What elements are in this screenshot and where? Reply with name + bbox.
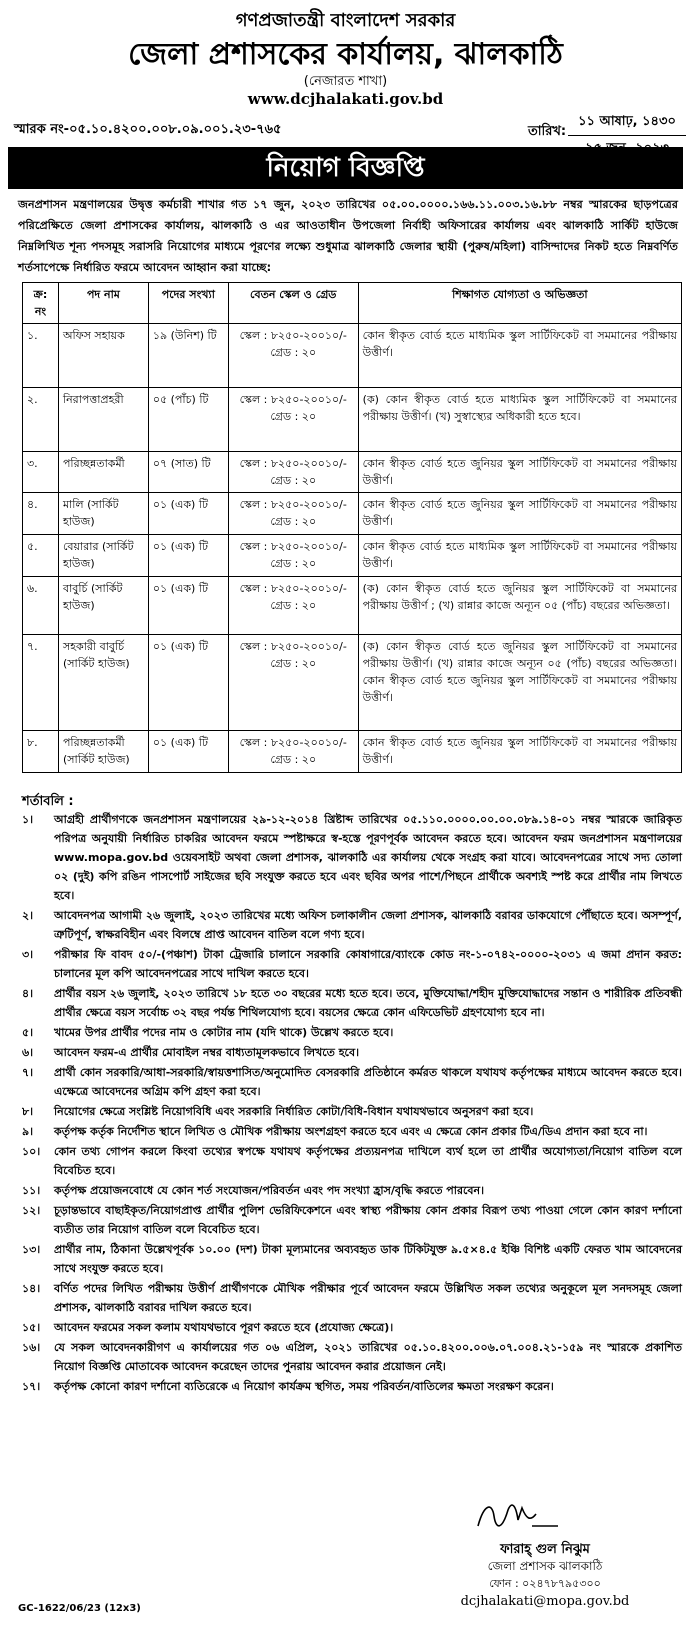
cell-qualification: কোন স্বীকৃত বোর্ড হতে মাধ্যমিক স্কুল সার্টিফিকেট বা সমমানের পরীক্ষায় উত্তীর্ণ।: [358, 535, 681, 577]
cell-post-name: বাবুর্চি (সার্কিট হাউজ): [58, 577, 148, 635]
header-post-count: পদের সংখ্যা: [148, 283, 228, 324]
conditions-title: শর্তাবলি :: [22, 794, 74, 809]
cell-serial: ৬.: [23, 577, 59, 635]
list-item: [22, 906, 682, 944]
table-row: [23, 324, 682, 388]
header-pay-scale: বেতন স্কেল ও গ্রেড: [228, 283, 358, 324]
signatory-phone: ফোন : ০২৪৭৮৭৯৫৩০০: [489, 1577, 601, 1590]
table-row: [23, 493, 682, 535]
condition-number: ১৫।: [22, 1321, 41, 1334]
list-item: [22, 1338, 682, 1376]
list-item: [22, 1102, 682, 1121]
condition-number: ৪।: [22, 987, 34, 1000]
condition-text: প্রার্থীর নাম, ঠিকানা উল্লেখপূর্বক ১০.০০ (দশ) টাকা মূল্যমানের অব্যবহৃত ডাক টিকিটযুক্ত ৯.৫×৪.৫ ইঞ্চি বিশিষ্ট একটি ফেরত খাম আবেদনের সাথে সংযুক্ত করতে হবে।: [54, 1243, 682, 1275]
condition-number: ৫।: [22, 1026, 34, 1039]
condition-text: চূড়ান্তভাবে বাছাইকৃত/নিয়োগপ্রাপ্ত প্রার্থীর পুলিশ ভেরিফিকেশনে এবং স্বাস্থ্য পরীক্ষায় কোন প্রকার বিরূপ তথ্য পাওয়া গেলে কোন কারণ দর্শানো ব্যতীত তার নিয়োগ বাতিল বলে বিবেচিত হবে।: [54, 1204, 682, 1236]
list-item: [22, 1240, 682, 1278]
condition-text: যে সকল আবেদনকারীগণ এ কার্যালয়ের গত ০৬ এপ্রিল, ২০২১ তারিখের ০৫.১০.৪২০০.০০৬.০৭.০০৪.২১-১৫৯ নং স্মারকে প্রকাশিত নিয়োগ বিজ্ঞপ্তি মোতাবেক আবেদন করেছেন তাদের পুনরায় আবেদন করার প্রয়োজন নেই।: [54, 1341, 682, 1373]
cell-post-count: ০১ (এক) টি: [148, 493, 228, 535]
signatory-name: ফারাহ্ গুল নিঝুম: [500, 1542, 590, 1557]
government-title: গণপ্রজাতন্ত্রী বাংলাদেশ সরকার: [235, 10, 456, 31]
cell-post-name: সহকারী বাবুর্চি (সার্কিট হাউজ): [58, 635, 148, 731]
condition-number: ২।: [22, 909, 34, 922]
list-item: [22, 1181, 682, 1200]
cell-pay-scale: স্কেল : ৮২৫০-২০০১০/- গ্রেড : ২০: [228, 731, 358, 773]
cell-serial: ২.: [23, 388, 59, 452]
cell-pay-scale: স্কেল : ৮২৫০-২০০১০/- গ্রেড : ২০: [228, 493, 358, 535]
list-item: [22, 1201, 682, 1239]
condition-text: কর্তৃপক্ষ প্রয়োজনবোধে যে কোন শর্ত সংযোজন/পরিবর্তন এবং পদ সংখ্যা হ্রাস/বৃদ্ধি করতে পারবেন।: [54, 1184, 485, 1197]
office-title: জেলা প্রশাসকের কার্যালয়, ঝালকাঠি: [128, 37, 563, 72]
cell-post-count: ০১ (এক) টি: [148, 731, 228, 773]
condition-number: ১০।: [22, 1145, 41, 1158]
cell-pay-scale: স্কেল : ৮২৫০-২০০১০/- গ্রেড : ২০: [228, 388, 358, 452]
footer-code: GC-1622/06/23 (12x3): [18, 1603, 141, 1614]
condition-number: ১৬।: [22, 1341, 41, 1354]
cell-serial: ৪.: [23, 493, 59, 535]
cell-qualification: (ক) কোন স্বীকৃত বোর্ড হতে জুনিয়র স্কুল সার্টিফিকেট বা সমমানের পরীক্ষায় উত্তীর্ণ ; (খ) রান্নার কাজে অন্যূন ০৫ (পাঁচ) বছরের অভিজ্ঞতা।: [358, 577, 681, 635]
list-item: [22, 1063, 682, 1101]
cell-post-name: মালি (সার্কিট হাউজ): [58, 493, 148, 535]
condition-text: আবেদন ফরম-এ প্রার্থীর মোবাইল নম্বর বাধ্যতামূলকভাবে লিখতে হবে।: [54, 1046, 360, 1059]
cell-post-count: ০৭ (সাত) টি: [148, 452, 228, 493]
condition-text: আবেদন ফরমের সকল কলাম যথাযথভাবে পূরণ করতে হবে (প্রযোজ্য ক্ষেত্রে)।: [54, 1321, 394, 1334]
cell-serial: ১.: [23, 324, 59, 388]
cell-pay-scale: স্কেল : ৮২৫০-২০০১০/- গ্রেড : ২০: [228, 577, 358, 635]
condition-number: ১।: [22, 813, 34, 826]
condition-number: ১৪।: [22, 1282, 41, 1295]
condition-number: ১৭।: [22, 1380, 41, 1393]
header-qualification: শিক্ষাগত যোগ্যতা ও অভিজ্ঞতা: [358, 283, 681, 324]
cell-serial: ৫.: [23, 535, 59, 577]
cell-post-name: পরিচ্ছন্নতাকর্মী: [58, 452, 148, 493]
cell-post-count: ০১ (এক) টি: [148, 535, 228, 577]
condition-text: আবেদনপত্র আগামী ২৬ জুলাই, ২০২৩ তারিখের মধ্যে অফিস চলাকালীন জেলা প্রশাসক, ঝালকাঠি বরাবর ডাকযোগে পৌঁছাতে হবে। অসম্পূর্ণ, ত্রুটিপূর্ণ, স্বাক্ষরবিহীন এবং বিলম্বে প্রাপ্ত আবেদন বাতিল বলে গণ্য হবে।: [54, 909, 682, 941]
cell-pay-scale: স্কেল : ৮২৫০-২০০১০/- গ্রেড : ২০: [228, 635, 358, 731]
cell-post-count: ১৯ (উনিশ) টি: [148, 324, 228, 388]
cell-qualification: (ক) কোন স্বীকৃত বোর্ড হতে জুনিয়র স্কুল সার্টিফিকেট বা সমমানের পরীক্ষায় উত্তীর্ণ। (খ) রান্নার কাজে অন্যূন ০৫ (পাঁচ) বছরের অভিজ্ঞতা। কোন স্বীকৃত বোর্ড হতে জুনিয়র স্কুল সার্টিফিকেট বা সমমানের পরীক্ষায় উত্তীর্ণ।: [358, 635, 681, 731]
condition-text: পরীক্ষার ফি বাবদ ৫০/-(পঞ্চাশ) টাকা ট্রেজারি চালানে সরকারি কোষাগারে/ব্যাংকে কোড নং-১-০৭৪২-০০০০-২০৩১ এ জমা প্রদান করত: চালানের মূল কপি আবেদনপত্রের সাথে দাখিল করতে হবে।: [54, 948, 682, 980]
condition-number: ১২।: [22, 1204, 41, 1217]
list-item: [22, 1043, 682, 1062]
list-item: [22, 1279, 682, 1317]
condition-number: ৮।: [22, 1105, 34, 1118]
branch-name: (নেজারত শাখা): [303, 74, 388, 89]
cell-post-count: ০১ (এক) টি: [148, 577, 228, 635]
condition-number: ৭।: [22, 1066, 34, 1079]
cell-pay-scale: স্কেল : ৮২৫০-২০০১০/- গ্রেড : ২০: [228, 324, 358, 388]
condition-text: কর্তৃপক্ষ কোনো কারণ দর্শানো ব্যতিরেকে এ নিয়োগ কার্যক্রম স্থগিত, সময় পরিবর্তন/বাতিলের ক্ষমতা সংরক্ষণ করেন।: [54, 1380, 554, 1393]
header-serial: ক্র: নং: [23, 283, 59, 324]
condition-text: কোন তথ্য গোপন করলে কিংবা তথ্যের স্বপক্ষে যথাযথ কর্তৃপক্ষের প্রত্যয়নপত্র দাখিলে ব্যর্থ হলে তা প্রার্থীর অযোগ্যতা/নিয়োগ বাতিল বলে বিবেচিত হবে।: [54, 1145, 682, 1177]
table-row: [23, 388, 682, 452]
memo-number: স্মারক নং-০৫.১০.৪২০০.০০৮.০৯.০০১.২৩-৭৬৫: [14, 122, 282, 137]
condition-number: ১১।: [22, 1184, 41, 1197]
table-row: [23, 452, 682, 493]
conditions-list: [22, 810, 682, 1397]
cell-serial: ৮.: [23, 731, 59, 773]
signatory-designation: জেলা প্রশাসক ঝালকাঠি: [487, 1559, 603, 1573]
cell-post-name: বেয়ারার (সার্কিট হাউজ): [58, 535, 148, 577]
date-bangla: ১১ আষাঢ়, ১৪৩০: [568, 112, 686, 136]
list-item: [22, 1142, 682, 1180]
cell-post-count: ০১ (এক) টি: [148, 635, 228, 731]
cell-pay-scale: স্কেল : ৮২৫০-২০০১০/- গ্রেড : ২০: [228, 452, 358, 493]
cell-post-name: অফিস সহায়ক: [58, 324, 148, 388]
cell-post-name: পরিচ্ছন্নতাকর্মী (সার্কিট হাউজ): [58, 731, 148, 773]
posts-table: [22, 282, 682, 773]
condition-text: বর্ণিত পদের লিখিত পরীক্ষায় উত্তীর্ণ প্রার্থীগণকে মৌখিক পরীক্ষার পূর্বে আবেদন ফরমে উল্লিখিত সকল তথ্যের অনুকূলে মূল সনদসমূহ জেলা প্রশাসক, ঝালকাঠি বরাবর দাখিল করতে হবে।: [54, 1282, 682, 1314]
cell-qualification: কোন স্বীকৃত বোর্ড হতে জুনিয়র স্কুল সার্টিফিকেট বা সমমানের পরীক্ষায় উত্তীর্ণ।: [358, 452, 681, 493]
cell-post-count: ০৫ (পাঁচ) টি: [148, 388, 228, 452]
cell-serial: ৩.: [23, 452, 59, 493]
condition-number: ৬।: [22, 1046, 34, 1059]
header-post-name: পদ নাম: [58, 283, 148, 324]
condition-text: খামের উপর প্রার্থীর পদের নাম ও কোটার নাম (যদি থাকে) উল্লেখ করতে হবে।: [54, 1026, 394, 1039]
condition-text: আগ্রহী প্রার্থীগণকে জনপ্রশাসন মন্ত্রণালয়ের ২৯-১২-২০১৪ খ্রিষ্টাব্দ তারিখের ০৫.১১০.০০০০.০০.০০.০৮৯.১৪-০১ নম্বর স্মারকে জারিকৃত পরিপত্র অনুযায়ী নির্ধারিত চাকরির আবেদন ফরমে স্পষ্টাক্ষরে স্ব-হস্তে পূরণপূর্বক আবেদন করতে হবে। আবেদন ফরম জনপ্রশাসন মন্ত্রণালয়ের www.mopa.gov.bd ওয়েবসাইট অথবা জেলা প্রশাসক, ঝালকাঠি এর কার্যালয় থেকে সংগ্রহ করা যাবে। আবেদনপত্রের সাথে সদ্য তোলা ০২ (দুই) কপি রঙিন পাসপোর্ট সাইজের ছবি সংযুক্ত করতে হবে এবং ছবির অপর পাশে/পিছনে প্রার্থীকে অবশ্যই স্পষ্ট করে প্রার্থীর নাম লিখতে হবে।: [54, 813, 682, 902]
signatory-email: dcjhalakati@mopa.gov.bd: [460, 1594, 630, 1609]
list-item: [22, 984, 682, 1022]
website-url: www.dcjhalakati.gov.bd: [247, 90, 444, 108]
notice-title: নিয়োগ বিজ্ঞপ্তি: [8, 147, 683, 189]
list-item: [22, 1122, 682, 1141]
cell-serial: ৭.: [23, 635, 59, 731]
condition-number: ১৩।: [22, 1243, 41, 1256]
cell-qualification: কোন স্বীকৃত বোর্ড হতে মাধ্যমিক স্কুল সার্টিফিকেট বা সমমানের পরীক্ষায় উত্তীর্ণ।: [358, 324, 681, 388]
condition-text: প্রার্থীর বয়স ২৬ জুলাই, ২০২৩ তারিখে ১৮ হতে ৩০ বছরের মধ্যে হতে হবে। তবে, মুক্তিযোদ্ধা/শহীদ মুক্তিযোদ্ধাদের সন্তান ও শারীরিক প্রতিবন্ধী প্রার্থীর ক্ষেত্রে বয়স সর্বোচ্চ ৩২ বছর পর্যন্ত শিথিলযোগ্য হবে। বয়সের ক্ষেত্রে কোন এফিডেভিট গ্রহণযোগ্য হবে না।: [54, 987, 682, 1019]
list-item: [22, 1377, 682, 1396]
list-item: [22, 810, 682, 905]
list-item: [22, 1023, 682, 1042]
condition-text: নিয়োগের ক্ষেত্রে সংশ্লিষ্ট নিয়োগবিধি এবং সরকারি নির্ধারিত কোটা/বিধি-বিধান যথাযথভাবে অনুসরণ করা হবে।: [54, 1105, 534, 1118]
cell-qualification: কোন স্বীকৃত বোর্ড হতে জুনিয়র স্কুল সার্টিফিকেট বা সমমানের পরীক্ষায় উত্তীর্ণ।: [358, 731, 681, 773]
intro-paragraph: জনপ্রশাসন মন্ত্রণালয়ের উদ্বৃত্ত কর্মচারী শাখার গত ১৭ জুন, ২০২৩ তারিখের ০৫.০০.০০০০.১৬৬.১১.০০৩.১৬.৮৮ নম্বর স্মারকের ছাড়পত্রের পরিপ্রেক্ষিতে জেলা প্রশাসকের কার্যালয়, ঝালকাঠি ও এর আওতাধীন উপজেলা নির্বাহী অফিসারের কার্যালয় এবং ঝালকাঠি সার্কিট হাউজে নিম্নলিখিত শূন্য পদসমূহ সরাসরি নিয়োগের মাধ্যমে পূরণের লক্ষ্যে শুধুমাত্র ঝালকাঠি জেলার স্থায়ী (পুরুষ/মহিলা) বাসিন্দাদের নিকট হতে নিম্নবর্ণিত শর্তসাপেক্ষে নির্ধারিত ফরমে আবেদন আহ্বান করা যাচ্ছে:: [18, 198, 678, 274]
cell-qualification: (ক) কোন স্বীকৃত বোর্ড হতে মাধ্যমিক স্কুল সার্টিফিকেট বা সমমানের পরীক্ষায় উত্তীর্ণ। (খ) সুস্বাস্থ্যের অধিকারী হতে হবে।: [358, 388, 681, 452]
table-row: [23, 577, 682, 635]
signature-mark: [472, 1496, 562, 1536]
list-item: [22, 945, 682, 983]
table-row: [23, 635, 682, 731]
condition-text: কর্তৃপক্ষ কর্তৃক নির্দেশিত স্থানে লিখিত ও মৌখিক পরীক্ষায় অংশগ্রহণ করতে হবে এবং এ ক্ষেত্রে কোন প্রকার টিএ/ডিএ প্রদান করা হবে না।: [54, 1125, 648, 1138]
table-row: [23, 535, 682, 577]
cell-qualification: কোন স্বীকৃত বোর্ড হতে জুনিয়র স্কুল সার্টিফিকেট বা সমমানের পরীক্ষায় উত্তীর্ণ।: [358, 493, 681, 535]
condition-number: ৩।: [22, 948, 34, 961]
cell-post-name: নিরাপত্তাপ্রহরী: [58, 388, 148, 452]
table-header-row: [23, 283, 682, 324]
table-row: [23, 731, 682, 773]
date-label: তারিখ:: [528, 124, 567, 139]
condition-number: ৯।: [22, 1125, 34, 1138]
cell-pay-scale: স্কেল : ৮২৫০-২০০১০/- গ্রেড : ২০: [228, 535, 358, 577]
condition-text: প্রার্থী কোন সরকারি/আধা-সরকারি/স্বায়ত্তশাসিত/অনুমোদিত বেসরকারি প্রতিষ্ঠানে কর্মরত থাকলে যথাযথ কর্তৃপক্ষের মাধ্যমে আবেদন করতে হবে। এক্ষেত্রে আবেদনের অগ্রিম কপি গ্রহণ করা হবে।: [54, 1066, 682, 1098]
list-item: [22, 1318, 682, 1337]
